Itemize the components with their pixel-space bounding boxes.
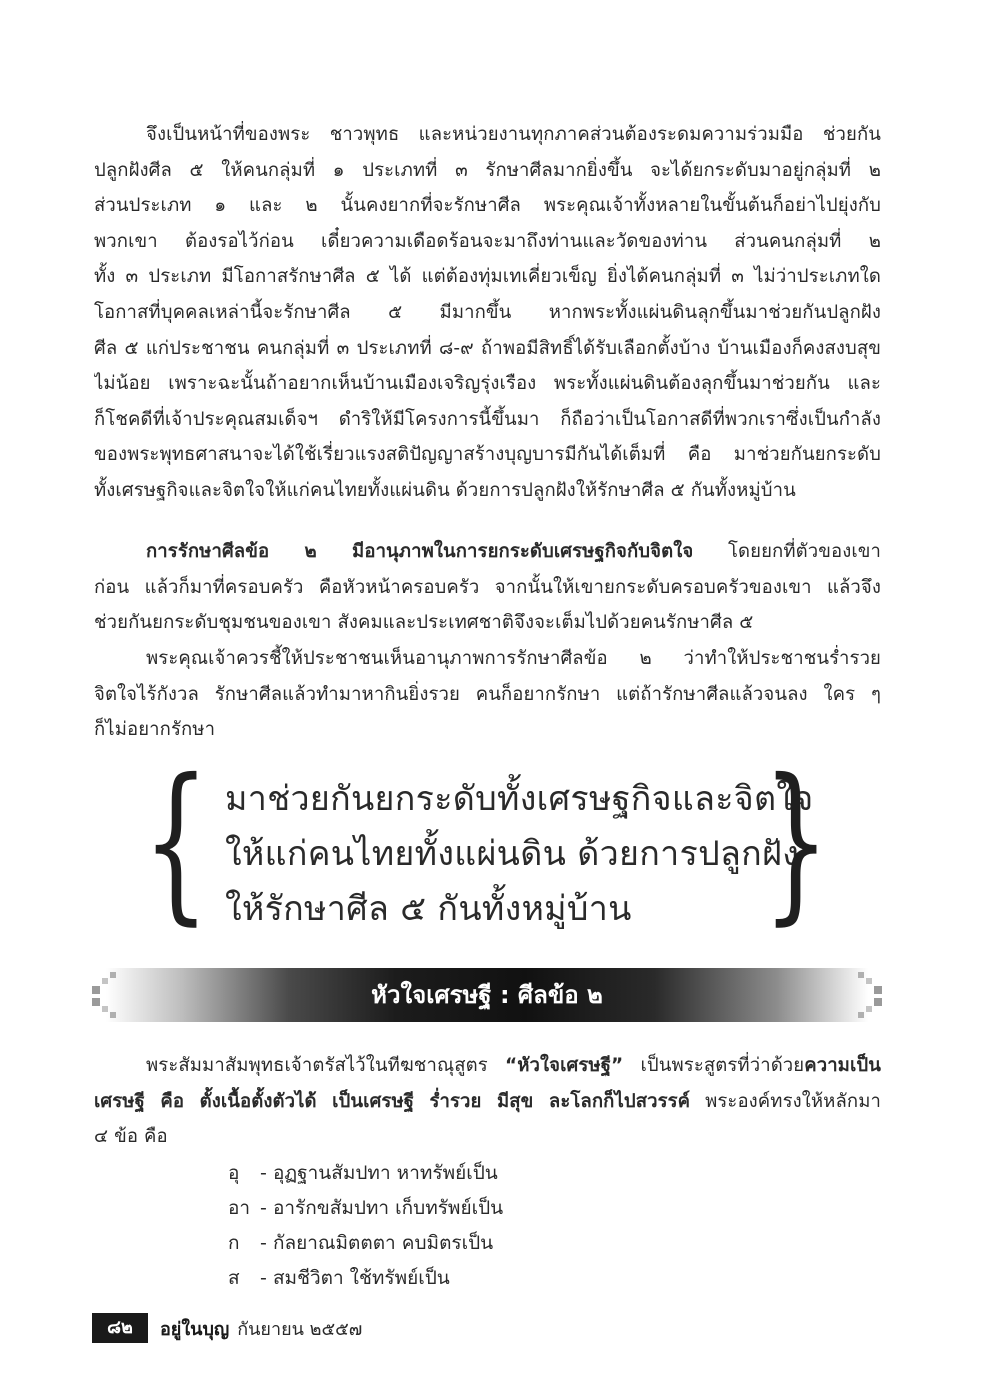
body-line: ๔ ข้อ คือ (94, 1126, 168, 1148)
body-line: ส่วนประเภท ๑ และ ๒ นั้นคงยากที่จะรักษาศีล พระคุณเจ้าทั้งหลายในขั้นต้นก็อย่าไปยุ่งกับ (94, 195, 881, 217)
body-line: พระคุณเจ้าควรชี้ให้ประชาชนเห็นอานุภาพการรักษาศีลข้อ ๒ ว่าทำให้ประชาชนร่ำรวย (146, 648, 881, 669)
body-line: ช่วยกันยกระดับชุมชนของเขา สังคมและประเทศชาติจึงจะเต็มไปด้วยคนรักษาศีล ๕ (94, 612, 754, 634)
body-line: ทั้งเศรษฐกิจและจิตใจให้แก่คนไทยทั้งแผ่นดิน ด้วยการปลูกฝังให้รักษาศีล ๕ กันทั้งหมู่บ้าน (94, 479, 796, 501)
page-number: ๘๒ (92, 1313, 148, 1343)
list-text: - กัลยาณมิตตตา คบมิตรเป็น (260, 1232, 494, 1254)
quote-line: มาช่วยกันยกระดับทั้งเศรษฐกิจและจิตใจ (225, 779, 814, 819)
bold-term: “หัวใจเศรษฐี” (504, 1055, 624, 1076)
body-line: ไม่น้อย เพราะฉะนั้นถ้าอยากเห็นบ้านเมืองเจริญรุ่งเรือง พระทั้งแผ่นดินต้องลุกขึ้นมาช่วยกัน และ (94, 373, 881, 395)
body-line: ก็ไม่อยากรักษา (94, 719, 216, 741)
issue-date: กันยายน ๒๕๕๗ (237, 1318, 363, 1340)
page-footer (92, 1310, 362, 1346)
list-item (228, 1191, 503, 1226)
bold-lead: การรักษาศีลข้อ ๒ มีอานุภาพในการยกระดับเศรษฐกิจกับจิตใจ (146, 541, 694, 562)
principles-list (228, 1156, 503, 1296)
bold-term: เศรษฐี คือ ตั้งเนื้อตั้งตัวได้ เป็นเศรษฐี ร่ำรวย มีสุข ละโลกก็ไปสวรรค์ (94, 1090, 691, 1112)
lead-rest: โดยยกที่ตัวของเขา (693, 541, 881, 562)
list-item (228, 1156, 503, 1191)
text-run: เป็นพระสูตรที่ว่าด้วย (623, 1055, 805, 1076)
list-abbr: อา (228, 1197, 251, 1219)
quote-text (225, 772, 814, 937)
list-abbr: อุ (228, 1162, 240, 1184)
body-line: ทั้ง ๓ ประเภท มีโอกาสรักษาศีล ๕ ได้ แต่ต้องทุ่มเทเคี่ยวเข็ญ ยิ่งได้คนกลุ่มที่ ๓ ไม่ว่าประเภทใด (94, 266, 881, 288)
list-text: - สมชีวิตา ใช้ทรัพย์เป็น (260, 1267, 450, 1289)
left-brace: { (142, 743, 210, 941)
paragraph-4 (94, 1048, 881, 1155)
paragraph-2 (94, 534, 881, 641)
body-line: ก่อน แล้วก็มาที่ครอบครัว คือหัวหน้าครอบครัว จากนั้นให้เขายกระดับครอบครัวของเขา แล้วจึง (94, 576, 881, 598)
bold-term: ความเป็น (804, 1055, 881, 1076)
text-run: พระสัมมาสัมพุทธเจ้าตรัสไว้ในทีฆชาณุสูตร (146, 1055, 505, 1076)
paragraph-3 (94, 641, 881, 748)
list-abbr: ส (228, 1267, 240, 1289)
body-line: จิตใจไร้กังวล รักษาศีลแล้วทำมาหากินยิ่งรวย คนก็อยากรักษา แต่ถ้ารักษาศีลแล้วจนลง ใคร ๆ (94, 683, 881, 705)
list-item (228, 1261, 503, 1296)
right-brace: } (762, 743, 830, 941)
paragraph-1 (94, 117, 881, 509)
list-text: - อารักขสัมปทา เก็บทรัพย์เป็น (260, 1197, 504, 1219)
body-line: จึงเป็นหน้าที่ของพระ ชาวพุทธ และหน่วยงานทุกภาคส่วนต้องระดมความร่วมมือ ช่วยกัน (146, 124, 881, 145)
body-line (94, 1084, 881, 1120)
body-line: พวกเขา ต้องรอไว้ก่อน เดี๋ยวความเดือดร้อนจะมาถึงท่านและวัดของท่าน ส่วนคนกลุ่มที่ ๒ (94, 230, 881, 252)
list-abbr: ก (228, 1232, 240, 1254)
body-line: ศีล ๕ แก่ประชาชน คนกลุ่มที่ ๓ ประเภทที่ ๘-๙ ถ้าพอมีสิทธิ์ได้รับเลือกตั้งบ้าง บ้านเมืองก็คงสงบสุข (94, 337, 881, 359)
section-banner (92, 964, 882, 1026)
quote-line: ให้แก่คนไทยทั้งแผ่นดิน ด้วยการปลูกฝัง (225, 834, 800, 874)
quote-line: ให้รักษาศีล ๕ กันทั้งหมู่บ้าน (225, 889, 632, 929)
list-text: - อุฏฐานสัมปทา หาทรัพย์เป็น (260, 1162, 498, 1184)
pull-quote (142, 743, 830, 941)
list-item (228, 1226, 503, 1261)
body-line: ปลูกฝังศีล ๕ ให้คนกลุ่มที่ ๑ ประเภทที่ ๓ รักษาศีลมากยิ่งขึ้น จะได้ยกระดับมาอยู่กลุ่มที่ ๒ (94, 159, 881, 181)
body-line: ของพระพุทธศาสนาจะได้ใช้เรี่ยวแรงสติปัญญาสร้างบุญบารมีกันได้เต็มที่ คือ มาช่วยกันยกระดับ (94, 444, 881, 466)
body-line (94, 534, 881, 570)
magazine-name: อยู่ในบุญ (160, 1318, 230, 1340)
text-run: พระองค์ทรงให้หลักมา (690, 1090, 881, 1112)
body-line: โอกาสที่บุคคลเหล่านี้จะรักษาศีล ๕ มีมากขึ้น หากพระทั้งแผ่นดินลุกขึ้นมาช่วยกันปลูกฝัง (94, 301, 881, 323)
body-line: ก็โชคดีที่เจ้าประคุณสมเด็จฯ ดำริให้มีโครงการนี้ขึ้นมา ก็ถือว่าเป็นโอกาสดีที่พวกเราซึ่งเป็นกำลัง (94, 408, 881, 430)
section-title: หัวใจเศรษฐี : ศีลข้อ ๒ (371, 981, 603, 1009)
body-line (94, 1048, 881, 1084)
